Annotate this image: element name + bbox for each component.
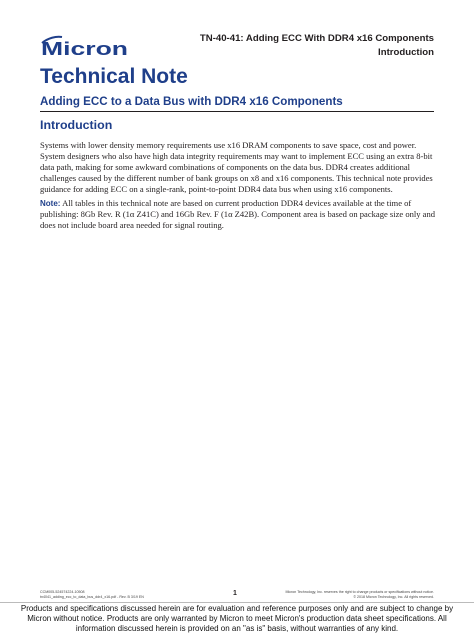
page-number: 1 [233, 590, 237, 597]
disclaimer-text: Products and specifications discussed herein are for evaluation and reference purposes only and are subject to change by Micron without notice. Products are only warranted by Micron to meet Micron's production data sheet specifications. All information discussed herein is provided on an "as is" basis, without warranties of any kind. [20, 604, 454, 633]
note-text: All tables in this technical note are based on current production DDR4 devices available at the time of publishing: 8Gb Rev. R (1α Z41C) and 16Gb Rev. F (1α Z42B). Component area is based on package size only and does not include board area needed for signal routing. [40, 198, 436, 230]
body-content [40, 140, 435, 234]
micron-logo [40, 34, 132, 60]
header-doc-title: TN-40-41: Adding ECC With DDR4 x16 Components [199, 33, 434, 44]
section-heading: Introduction [40, 118, 113, 132]
micron-logo-mark [40, 34, 132, 60]
header-divider [40, 111, 434, 112]
document-subtitle: Adding ECC to a Data Bus with DDR4 x16 Components [40, 95, 343, 108]
footer-copyright-line: © 2018 Micron Technology, Inc. All rights reserved. [353, 595, 434, 599]
footer-doc-info [40, 590, 200, 600]
footer-copyright [254, 590, 434, 600]
document-title: Technical Note [40, 65, 188, 88]
running-header [200, 32, 434, 60]
header-section-name: Introduction [378, 47, 434, 58]
note-paragraph [40, 198, 435, 231]
footer-divider [0, 602, 474, 603]
footer-file-name: tn4041_adding_ecc_to_data_bus_ddr4_x16.pdf - Rev. B 3/19 EN [40, 595, 144, 599]
footer-rights-notice: Micron Technology, Inc. reserves the right to change products or specifications without notice. [285, 590, 434, 594]
footer-doc-number: CCM005-524574224-10508 [40, 590, 85, 594]
intro-paragraph: Systems with lower density memory requirements use x16 DRAM components to save space, cost and power. System designers who also have high data integrity requirements may want to implement ECC using an extra 8-bit data path, making for some awkward combinations of components on the data bus. DDR4 creates additional challenges caused by the different number of bank groups on x8 and x16 components. This technical note provides guidance for adding ECC on a single-rank, point-to-point DDR4 data bus when using x16 components. [40, 140, 433, 194]
note-label: Note: [40, 199, 61, 208]
logo-text: Micron [41, 38, 128, 59]
